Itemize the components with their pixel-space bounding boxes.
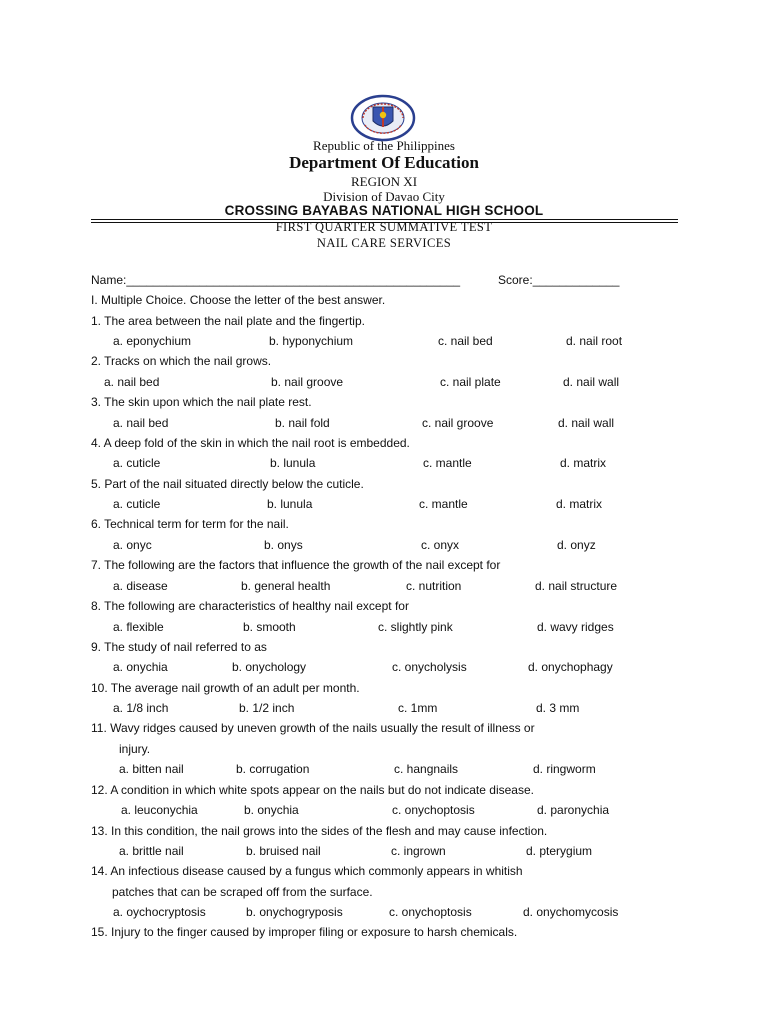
instructions: I. Multiple Choice. Choose the letter of the best answer. <box>91 293 386 307</box>
choice-a: a. 1/8 inch <box>113 701 169 715</box>
choice-b: b. onychogryposis <box>246 905 343 919</box>
choice-a: a. eponychium <box>113 334 192 348</box>
choice-b: b. bruised nail <box>246 844 321 858</box>
choice-c: c. ingrown <box>391 844 446 858</box>
department-title: Department Of Education <box>289 153 479 172</box>
score-blank: _____________ <box>532 273 620 287</box>
question-stem: 3. The skin upon which the nail plate rest. <box>91 395 312 409</box>
question-stem: 12. A condition in which white spots appear on the nails but do not indicate disease. <box>91 783 534 797</box>
question-stem: 9. The study of nail referred to as <box>91 640 267 654</box>
choice-b: b. hyponychium <box>269 334 354 348</box>
question-stem: 7. The following are the factors that influence the growth of the nail except for <box>91 558 501 572</box>
division-line: Division of Davao City <box>323 189 445 204</box>
question-stem: 11. Wavy ridges caused by uneven growth of the nails usually the result of illness or <box>91 721 535 735</box>
question-stem: 6. Technical term for term for the nail. <box>91 517 289 531</box>
choice-a: a. onyc <box>113 538 152 552</box>
question-stem: 8. The following are characteristics of healthy nail except for <box>91 599 409 613</box>
question-stem-continuation: patches that can be scraped off from the surface. <box>112 885 373 899</box>
choice-b: b. 1/2 inch <box>239 701 295 715</box>
choice-c: c. onychoptosis <box>389 905 472 919</box>
choice-d: d. 3 mm <box>536 701 580 715</box>
choice-a: a. leuconychia <box>121 803 198 817</box>
choice-d: d. nail wall <box>558 416 615 430</box>
choice-d: d. onychomycosis <box>523 905 619 919</box>
choice-a: a. cuticle <box>113 497 161 511</box>
choice-d: d. ringworm <box>533 762 596 776</box>
name-blank: __________________________________________________ <box>126 273 461 287</box>
name-label: Name: <box>91 273 127 287</box>
choice-a: a. nail bed <box>113 416 169 430</box>
choice-c: c. slightly pink <box>378 620 453 634</box>
name-field <box>91 273 460 287</box>
region-line: REGION XI <box>350 174 418 189</box>
choice-d: d. paronychia <box>537 803 610 817</box>
school-name: CROSSING BAYABAS NATIONAL HIGH SCHOOL <box>224 203 544 218</box>
question-stem: 5. Part of the nail situated directly below the cuticle. <box>91 477 364 491</box>
choice-d: d. onychophagy <box>528 660 613 674</box>
test-title: FIRST QUARTER SUMMATIVE TEST <box>275 220 493 234</box>
deped-seal-icon <box>349 94 417 142</box>
choice-d: d. nail root <box>566 334 623 348</box>
choice-a: a. flexible <box>113 620 164 634</box>
question-stem: 13. In this condition, the nail grows into the sides of the flesh and may cause infection. <box>91 824 548 838</box>
choice-d: d. wavy ridges <box>537 620 614 634</box>
choice-b: b. smooth <box>243 620 296 634</box>
choice-c: c. nail bed <box>438 334 493 348</box>
choice-d: d. pterygium <box>526 844 593 858</box>
republic-line: Republic of the Philippines <box>313 138 455 153</box>
choice-b: b. corrugation <box>236 762 310 776</box>
choice-b: b. nail fold <box>275 416 330 430</box>
choice-c: c. onyx <box>421 538 460 552</box>
choice-a: a. onychia <box>113 660 168 674</box>
question-stem: 15. Injury to the finger caused by improper filing or exposure to harsh chemicals. <box>91 925 518 939</box>
choice-b: b. general health <box>241 579 331 593</box>
question-stem: 2. Tracks on which the nail grows. <box>91 354 272 368</box>
choice-c: c. onychoptosis <box>392 803 475 817</box>
choice-b: b. nail groove <box>271 375 344 389</box>
choice-a: a. oychocryptosis <box>113 905 206 919</box>
question-stem: 10. The average nail growth of an adult per month. <box>91 681 360 695</box>
question-stem: 14. An infectious disease caused by a fungus which commonly appears in whitish <box>91 864 523 878</box>
choice-c: c. onycholysis <box>392 660 467 674</box>
choice-d: d. matrix <box>560 456 607 470</box>
choice-b: b. lunula <box>267 497 313 511</box>
choice-b: b. onychology <box>232 660 307 674</box>
choice-a: a. bitten nail <box>119 762 184 776</box>
choice-c: c. mantle <box>419 497 468 511</box>
choice-a: a. brittle nail <box>119 844 184 858</box>
choice-a: a. disease <box>113 579 168 593</box>
choice-c: c. mantle <box>423 456 472 470</box>
score-label: Score: <box>498 273 533 287</box>
choice-b: b. lunula <box>270 456 316 470</box>
choice-a: a. nail bed <box>104 375 160 389</box>
choice-c: c. nutrition <box>406 579 462 593</box>
score-field <box>498 273 619 287</box>
choice-d: d. nail structure <box>535 579 618 593</box>
choice-c: c. 1mm <box>398 701 438 715</box>
choice-d: d. nail wall <box>563 375 620 389</box>
question-stem: 1. The area between the nail plate and the fingertip. <box>91 314 365 328</box>
subject-title: NAIL CARE SERVICES <box>316 236 452 250</box>
question-stem-continuation: injury. <box>119 742 151 756</box>
choice-a: a. cuticle <box>113 456 161 470</box>
choice-d: d. onyz <box>557 538 596 552</box>
choice-c: c. hangnails <box>394 762 459 776</box>
choice-c: c. nail groove <box>422 416 494 430</box>
choice-c: c. nail plate <box>440 375 501 389</box>
question-stem: 4. A deep fold of the skin in which the nail root is embedded. <box>91 436 410 450</box>
choice-b: b. onychia <box>244 803 299 817</box>
choice-b: b. onys <box>264 538 303 552</box>
choice-d: d. matrix <box>556 497 603 511</box>
